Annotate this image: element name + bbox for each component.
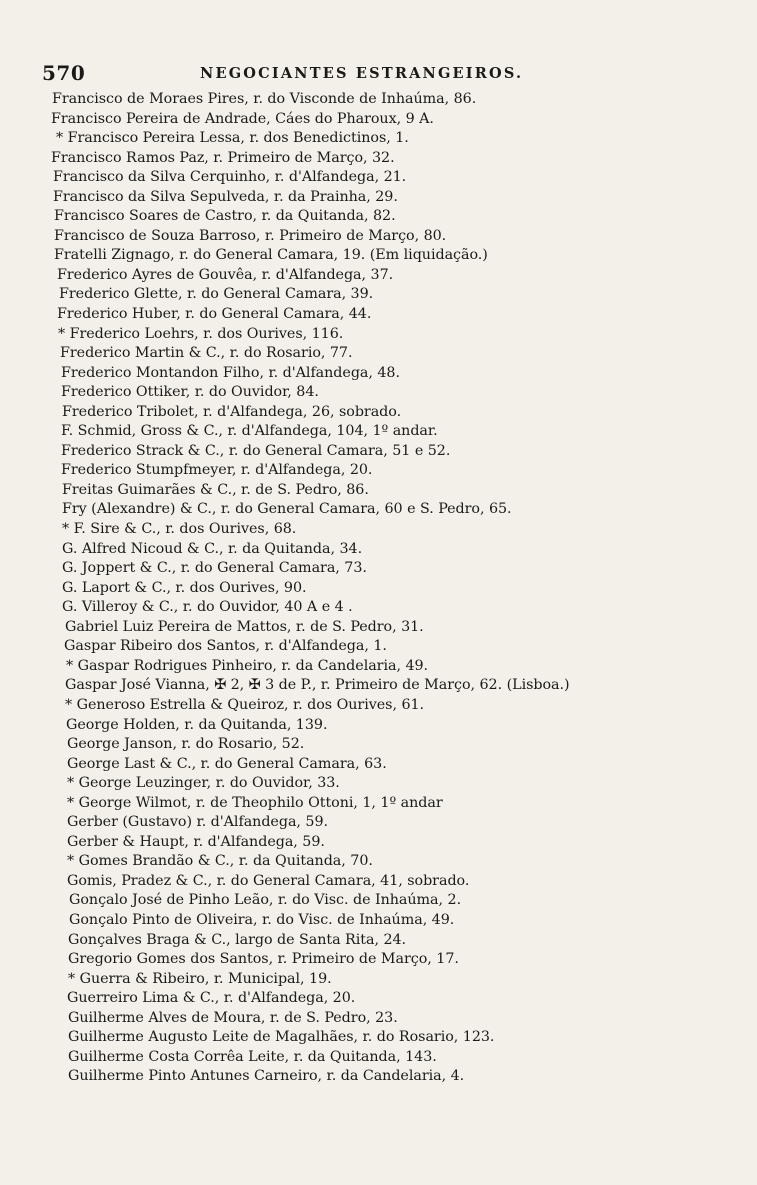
list-item: Gomis, Pradez & C., r. do General Camara, 41, sobrado.: [67, 872, 470, 889]
list-item: George Last & C., r. do General Camara, 63.: [67, 755, 387, 772]
list-item: Gaspar Ribeiro dos Santos, r. d'Alfandega, 1.: [64, 638, 387, 655]
list-item: Guilherme Augusto Leite de Magalhães, r. do Rosario, 123.: [68, 1029, 495, 1046]
list-item: Frederico Ottiker, r. do Ouvidor, 84.: [61, 384, 319, 401]
list-item: Gonçalves Braga & C., largo de Santa Rita, 24.: [68, 931, 407, 948]
list-item: Frederico Martin & C., r. do Rosario, 77.: [60, 345, 353, 362]
list-item: * Guerra & Ribeiro, r. Municipal, 19.: [68, 970, 332, 987]
merchant-list: [0, 90, 757, 1087]
list-item: Frederico Montandon Filho, r. d'Alfandega, 48.: [61, 364, 400, 381]
list-item: Gonçalo Pinto de Oliveira, r. do Visc. de Inhaúma, 49.: [69, 911, 455, 928]
list-item: Guilherme Pinto Antunes Carneiro, r. da Candelaria, 4.: [68, 1068, 465, 1085]
list-item: Frederico Glette, r. do General Camara, 39.: [59, 286, 374, 303]
list-item: G. Villeroy & C., r. do Ouvidor, 40 A e 4 .: [62, 599, 353, 616]
list-item: Frederico Ayres de Gouvêa, r. d'Alfandega, 37.: [57, 266, 394, 283]
list-item: Frederico Strack & C., r. do General Camara, 51 e 52.: [61, 442, 451, 459]
list-item: Francisco Pereira de Andrade, Cáes do Pharoux, 9 A.: [51, 110, 434, 127]
list-item: G. Alfred Nicoud & C., r. da Quitanda, 34.: [62, 540, 363, 557]
page-header: [42, 58, 722, 88]
list-item: Frederico Stumpfmeyer, r. d'Alfandega, 20.: [61, 462, 373, 479]
list-item: Francisco da Silva Sepulveda, r. da Prainha, 29.: [53, 188, 398, 205]
list-item: Francisco Soares de Castro, r. da Quitanda, 82.: [54, 208, 396, 225]
list-item: Gonçalo José de Pinho Leão, r. do Visc. de Inhaúma, 2.: [69, 892, 462, 909]
list-item: Francisco Ramos Paz, r. Primeiro de Março, 32.: [51, 149, 395, 166]
list-item: * Gaspar Rodrigues Pinheiro, r. da Candelaria, 49.: [66, 657, 429, 674]
list-item: Gaspar José Vianna, ✠ 2, ✠ 3 de P., r. Primeiro de Março, 62. (Lisboa.): [65, 677, 570, 694]
list-item: Fratelli Zignago, r. do General Camara, 19. (Em liquidação.): [54, 247, 488, 264]
list-item: Frederico Tribolet, r. d'Alfandega, 26, sobrado.: [62, 403, 402, 420]
list-item: Francisco de Moraes Pires, r. do Visconde de Inhaúma, 86.: [52, 91, 477, 107]
list-item: * George Wilmot, r. de Theophilo Ottoni, 1, 1º andar: [67, 794, 443, 811]
list-item: Gerber & Haupt, r. d'Alfandega, 59.: [67, 833, 325, 850]
list-item: * Gomes Brandão & C., r. da Quitanda, 70.: [67, 853, 373, 870]
list-item: Guerreiro Lima & C., r. d'Alfandega, 20.: [67, 990, 356, 1007]
list-item: Gabriel Luiz Pereira de Mattos, r. de S. Pedro, 31.: [65, 618, 424, 635]
running-title: NEGOCIANTES ESTRANGEIROS.: [200, 65, 524, 82]
list-item: * F. Sire & C., r. dos Ourives, 68.: [62, 521, 297, 538]
list-item: George Janson, r. do Rosario, 52.: [67, 736, 305, 753]
list-item: G. Joppert & C., r. do General Camara, 73.: [62, 560, 367, 577]
list-item: * George Leuzinger, r. do Ouvidor, 33.: [67, 775, 340, 792]
list-item: Frederico Huber, r. do General Camara, 44.: [57, 306, 372, 323]
page-number: 570: [42, 61, 86, 85]
list-item: Fry (Alexandre) & C., r. do General Camara, 60 e S. Pedro, 65.: [62, 501, 512, 518]
list-item: Francisco de Souza Barroso, r. Primeiro de Março, 80.: [54, 227, 447, 244]
list-item: * Francisco Pereira Lessa, r. dos Benedictinos, 1.: [56, 130, 409, 147]
list-item: Gregorio Gomes dos Santos, r. Primeiro de Março, 17.: [68, 951, 459, 968]
list-item: Freitas Guimarães & C., r. de S. Pedro, 86.: [62, 481, 369, 498]
list-item: Francisco da Silva Cerquinho, r. d'Alfandega, 21.: [53, 169, 407, 186]
list-item: G. Laport & C., r. dos Ourives, 90.: [62, 579, 307, 596]
list-item: George Holden, r. da Quitanda, 139.: [66, 716, 328, 733]
list-item: F. Schmid, Gross & C., r. d'Alfandega, 104, 1º andar.: [61, 423, 438, 440]
list-item: * Frederico Loehrs, r. dos Ourives, 116.: [58, 325, 344, 342]
list-item: * Generoso Estrella & Queiroz, r. dos Ourives, 61.: [65, 696, 425, 713]
list-item: Guilherme Alves de Moura, r. de S. Pedro, 23.: [68, 1009, 398, 1026]
list-item: Gerber (Gustavo) r. d'Alfandega, 59.: [67, 814, 328, 831]
list-item: Guilherme Costa Corrêa Leite, r. da Quitanda, 143.: [68, 1048, 437, 1065]
